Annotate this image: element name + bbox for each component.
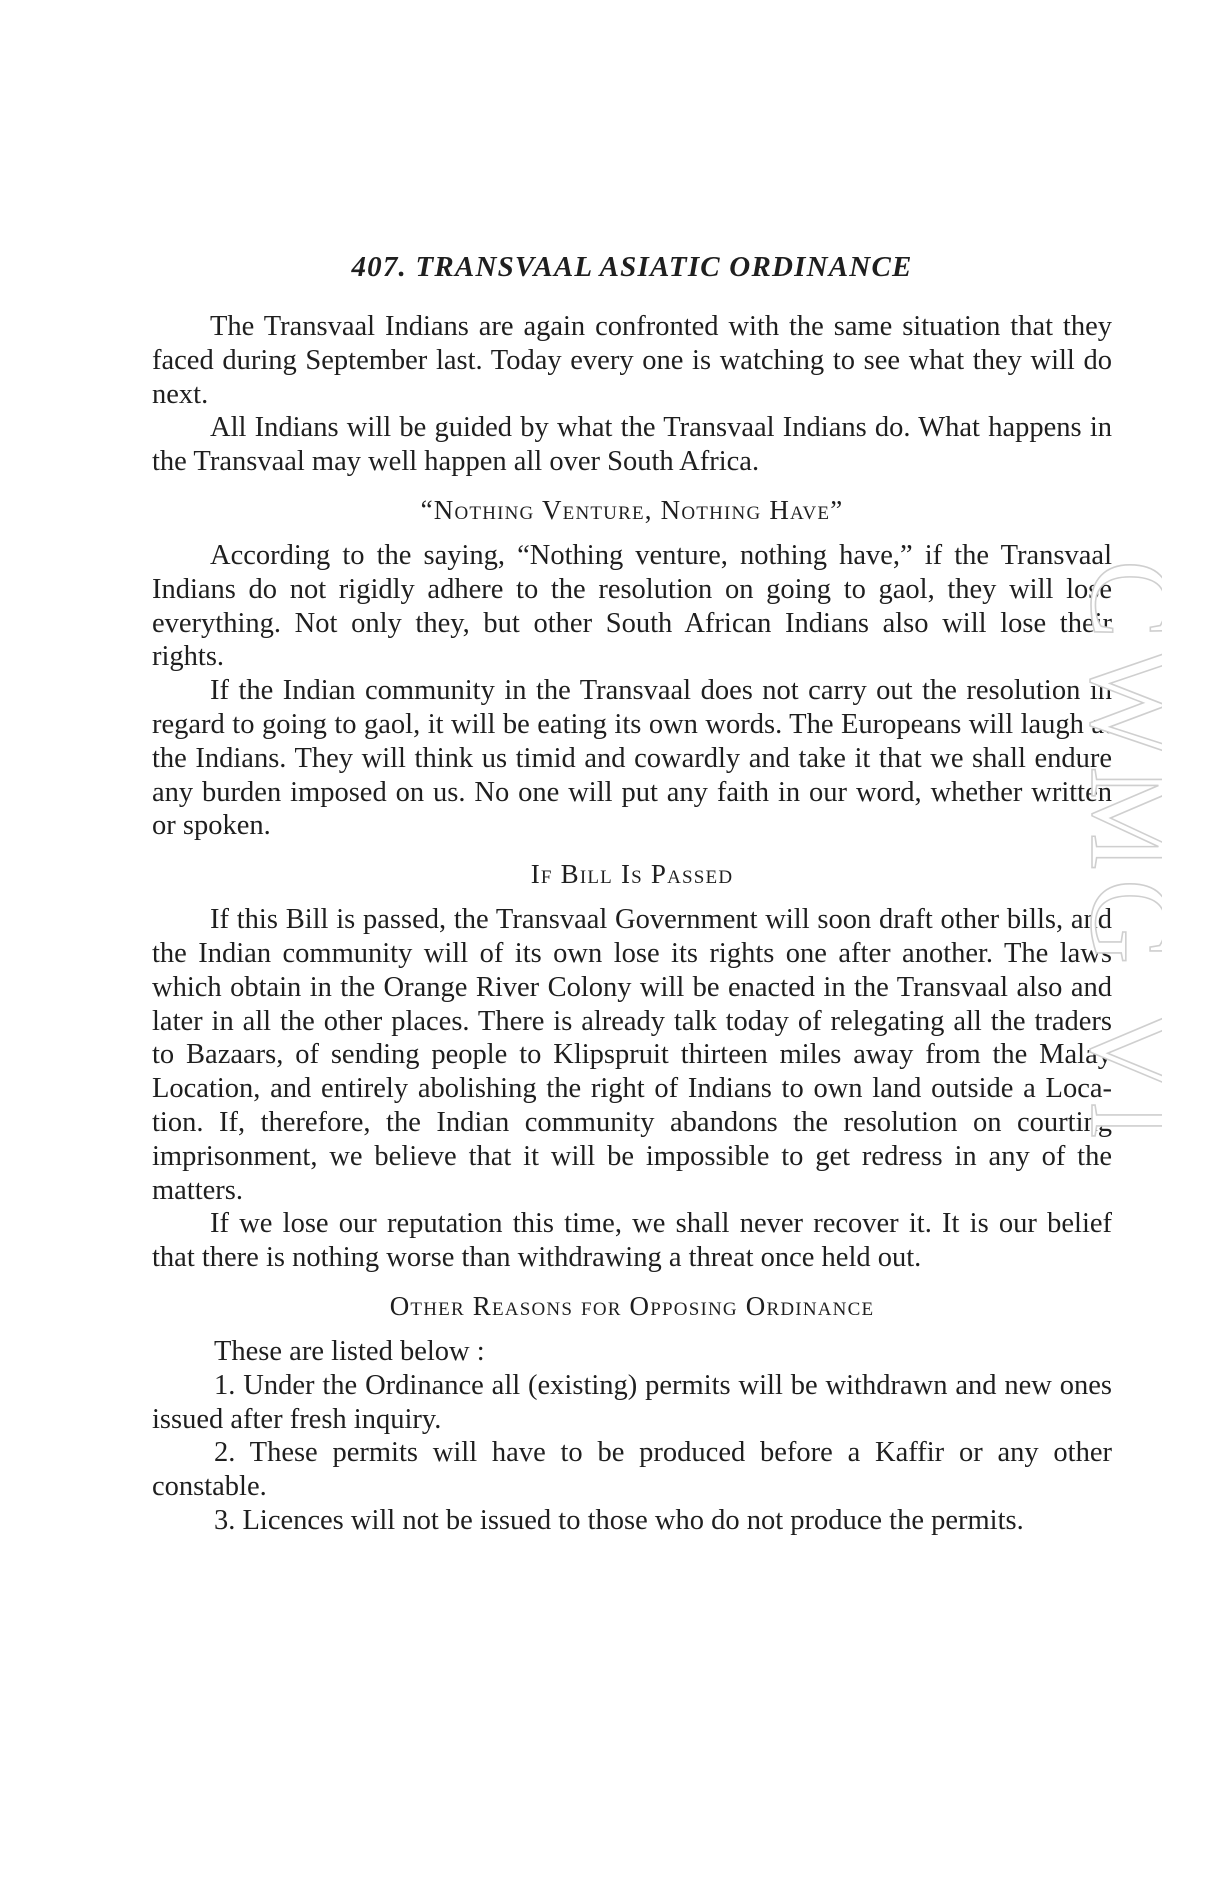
section-2-paragraph-2: If we lose our reputation this time, we shall never recover it. It is our belief that there is nothing worse than withdrawing a threat once held out. <box>152 1208 1112 1274</box>
list-intro: These are listed below : <box>214 1335 485 1367</box>
section-1-paragraph-2: If the Indian community in the Transvaal does not carry out the resolution in regard to going to gaol, it will be eating its own words. The Europeans will laugh at the Indians. They will think us timid and cowardly and take it that we shall endure any burden imposed on us. No one will put any faith in our word, whether written or spoken. <box>152 675 1112 842</box>
section-heading-nothing-venture: “Nothing Venture, Nothing Have” <box>420 494 844 525</box>
section-2-paragraph-1: If this Bill is passed, the Transvaal Government will soon draft other bills, and the Indian community will of its own lose its rights one after another. The laws which obtain in the Orange River Colony will be enacted in the Transvaal also and later in all the other places. There is already talk today of relegating all the traders to Bazaars, of sending people to Klipspruit thirteen miles away from the Malay Location, and entirely abolishing the right of Indians to own land outside a Location. If, therefore, the Indian community abandons the resolution on courting imprisonment, we believe that it will be impossible to get redress in any of the matters. <box>152 904 1112 1206</box>
section-1-paragraph-1: According to the saying, “Nothing venture, nothing have,” if the Transvaal Indians do not rigidly adhere to the resolution on going to gaol, they will lose everything. Not only they, but other South African Indians also will lose their rights. <box>152 539 1112 673</box>
watermark-text: CWMG VI <box>1066 560 1162 1149</box>
intro-paragraph-1: The Transvaal Indians are again confronted with the same situation that they faced during September last. Today every one is watching to see what they will do next. <box>152 311 1112 410</box>
document-page <box>152 250 1112 1538</box>
list-item-3: 3. Licences will not be issued to those who do not produce the permits. <box>214 1504 1024 1536</box>
intro-paragraph-2: All Indians will be guided by what the Transvaal Indians do. What happens in the Transvaal may well happen all over South Africa. <box>152 412 1112 478</box>
list-item-2: 2. These permits will have to be produced before a Kaffir or any other constable. <box>152 1437 1112 1503</box>
page-title: 407. TRANSVAAL ASIATIC ORDINANCE <box>351 251 913 283</box>
section-heading-if-bill-is-passed: If Bill Is Passed <box>530 859 734 890</box>
section-heading-other-reasons: Other Reasons for Opposing Ordinance <box>389 1290 875 1321</box>
list-item-1: 1. Under the Ordinance all (existing) permits will be withdrawn and new ones issued after fresh inquiry. <box>152 1369 1112 1435</box>
